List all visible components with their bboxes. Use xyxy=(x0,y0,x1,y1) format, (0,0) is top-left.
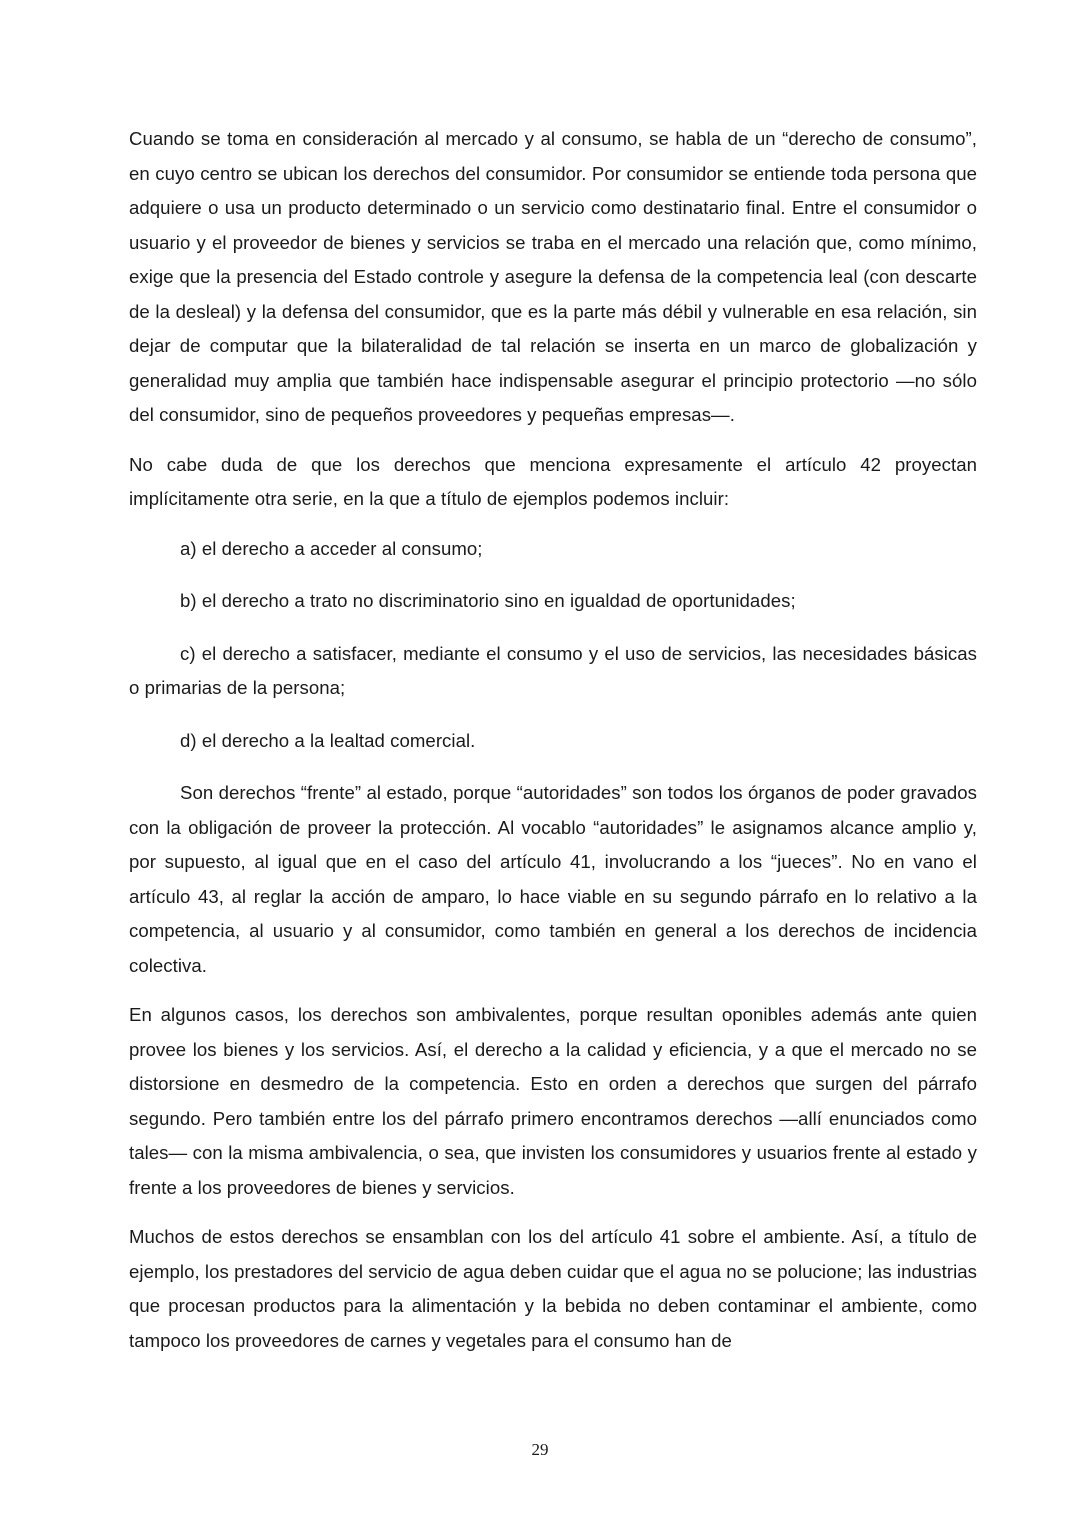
document-page xyxy=(129,122,977,1373)
paragraph-consumer-rights: Cuando se toma en consideración al mercado y al consumo, se habla de un “derecho de consumo”, en cuyo centro se ubican los derechos del consumidor. Por consumidor se entiende toda persona que adquiere o usa un producto determinado o un servicio como destinatario final. Entre el consumidor o usuario y el proveedor de bienes y servicios se traba en el mercado una relación que, como mínimo, exige que la presencia del Estado controle y asegure la defensa de la competencia leal (con descarte de la desleal) y la defensa del consumidor, que es la parte más débil y vulnerable en esa relación, sin dejar de computar que la bilateralidad de tal relación se inserta en un marco de globalización y generalidad muy amplia que también hace indispensable asegurar el principio protectorio —no sólo del consumidor, sino de pequeños proveedores y pequeñas empresas—. xyxy=(129,128,977,425)
list-item-d: d) el derecho a la lealtad comercial. xyxy=(180,729,476,751)
page-number: 29 xyxy=(531,1440,549,1459)
list-item-b: b) el derecho a trato no discriminatorio sino en igualdad de oportunidades; xyxy=(180,590,796,611)
paragraph-rights-against-state: Son derechos “frente” al estado, porque “autoridades” son todos los órganos de poder gravados con la obligación de proveer la protección. Al vocablo “autoridades” le asignamos alcance amplio y, por supuesto, al igual que en el caso del artículo 41, involucrando a los “jueces”. No en vano el artículo 43, al reglar la acción de amparo, lo hace viable en su segundo párrafo en lo relativo a la competencia, al usuario y al consumidor, como también en general a los derechos de incidencia colectiva. xyxy=(129,782,977,976)
list-item-a: a) el derecho a acceder al consumo; xyxy=(180,537,483,559)
list-item-c: c) el derecho a satisfacer, mediante el consumo y el uso de servicios, las necesidades básicas o primarias de la persona; xyxy=(129,642,977,698)
paragraph-article-42: No cabe duda de que los derechos que menciona expresamente el artículo 42 proyectan implícitamente otra serie, en la que a título de ejemplos podemos incluir: xyxy=(129,453,977,509)
paragraph-ambivalent-rights: En algunos casos, los derechos son ambivalentes, porque resultan oponibles además ante quien provee los bienes y los servicios. Así, el derecho a la calidad y eficiencia, y a que el mercado no se distorsione en desmedro de la competencia. Esto en orden a derechos que surgen del párrafo segundo. Pero también entre los del párrafo primero encontramos derechos —allí enunciados como tales— con la misma ambivalencia, o sea, que invisten los consumidores y usuarios frente al estado y frente a los proveedores de bienes y servicios. xyxy=(129,1004,977,1198)
paragraph-environment: Muchos de estos derechos se ensamblan con los del artículo 41 sobre el ambiente. Así, a título de ejemplo, los prestadores del servicio de agua deben cuidar que el agua no se polucione; las industrias que procesan productos para la alimentación y la bebida no deben contaminar el ambiente, como tampoco los proveedores de carnes y vegetales para el consumo han de xyxy=(129,1226,977,1351)
